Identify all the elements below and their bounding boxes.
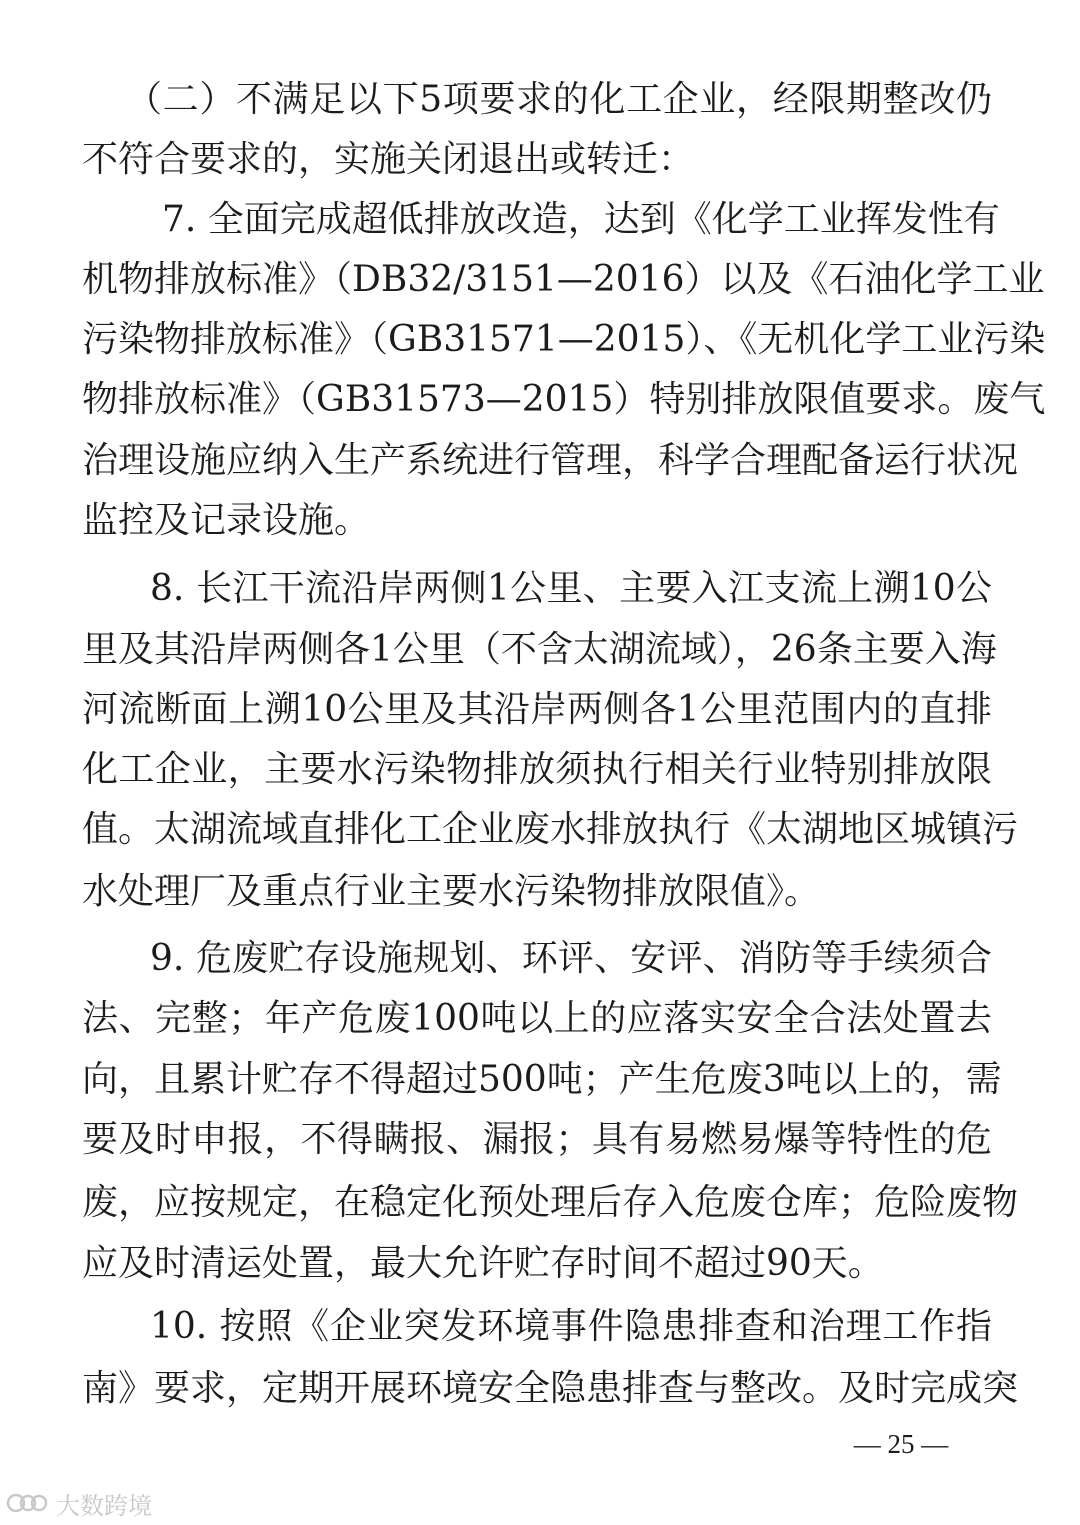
watermark	[6, 1486, 152, 1520]
text-line: 不符合要求的，实施关闭退出或转迁：	[82, 139, 695, 180]
page-number: — 25 —	[853, 1429, 949, 1459]
text-line: 法、完整；年产危废100吨以上的应落实安全合法处置去	[82, 998, 992, 1039]
text-line: 污染物排放标准》（GB31571—2015）、《无机化学工业污染	[82, 319, 1046, 360]
text-line: 机物排放标准》（DB32/3151—2016）以及《石油化学工业	[82, 259, 1045, 300]
text-line: 里及其沿岸两侧各1公里（不含太湖流域），26条主要入海	[82, 629, 997, 670]
text-line: 7. 全面完成超低排放改造，达到《化学工业挥发性有	[162, 199, 1000, 240]
text-line: 监控及记录设施。	[82, 500, 371, 541]
text-line: （二）不满足以下5项要求的化工企业，经限期整改仍	[126, 79, 992, 120]
text-line: 水处理厂及重点行业主要水污染物排放限值》。	[82, 871, 821, 912]
text-line: 向，且累计贮存不得超过500吨；产生危废3吨以上的，需	[82, 1059, 1002, 1100]
text-line: 8. 长江干流沿岸两侧1公里、主要入江支流上溯10公	[150, 568, 992, 609]
text-line: 值。太湖流域直排化工企业废水排放执行《太湖地区城镇污	[82, 809, 1019, 850]
text-line: 要及时申报，不得瞒报、漏报；具有易燃易爆等特性的危	[82, 1119, 992, 1160]
text-line: 河流断面上溯10公里及其沿岸两侧各1公里范围内的直排	[82, 689, 992, 730]
text-line: 10. 按照《企业突发环境事件隐患排查和治理工作指	[150, 1306, 992, 1347]
text-line: 化工企业，主要水污染物排放须执行相关行业特别排放限	[82, 749, 992, 790]
text-line: 南》要求，定期开展环境安全隐患排查与整改。及时完成突	[82, 1368, 1019, 1409]
watermark-text: 大数跨境	[56, 1492, 152, 1520]
text-line: 治理设施应纳入生产系统进行管理，科学合理配备运行状况	[82, 440, 1019, 481]
text-line: 废，应按规定，在稳定化预处理后存入危废仓库；危险废物	[82, 1182, 1019, 1223]
watermark-logo-icon	[6, 1488, 50, 1518]
text-line: 9. 危废贮存设施规划、环评、安评、消防等手续须合	[150, 938, 992, 979]
text-line: 物排放标准》（GB31573—2015）特别排放限值要求。废气	[82, 379, 1046, 420]
text-line: 应及时清运处置，最大允许贮存时间不超过90天。	[82, 1243, 884, 1284]
